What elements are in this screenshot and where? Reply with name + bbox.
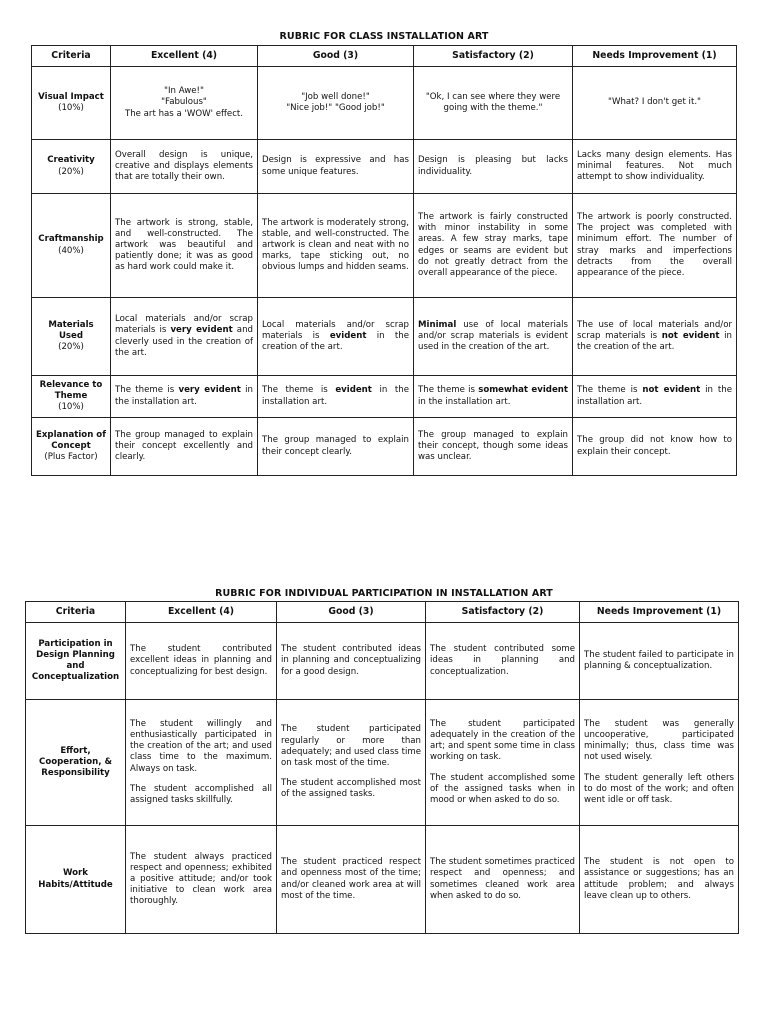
criteria-cell	[26, 623, 126, 700]
criteria-cell	[32, 140, 111, 194]
satisfactory-cell	[414, 376, 573, 418]
excellent-cell: The group managed to explain their concept excellently and clearly.	[111, 418, 258, 476]
needs-improvement-cell: Lacks many design elements. Has minimal features. Not much attempt to show individuality.	[573, 140, 737, 194]
descriptor-paragraph: The student participated regularly or more than adequately; and used class time on task most of the time.	[281, 724, 421, 768]
criteria-name: Work Habits/Attitude	[38, 868, 113, 890]
descriptor-paragraph: The student is not open to assistance or suggestions; has an attitude problem; and always leave clean up to others.	[584, 857, 734, 901]
individual-participation-rubric-table	[25, 601, 739, 934]
criteria-weight: (20%)	[58, 342, 84, 353]
criteria-name: Creativity	[47, 155, 95, 166]
good-cell: The group managed to explain their concept clearly.	[258, 418, 414, 476]
descriptor-line: "In Awe!"	[164, 86, 204, 97]
emphasis-text: very evident	[170, 325, 233, 336]
descriptor-text: in the installation art.	[262, 385, 409, 407]
descriptor-line: The art has a 'WOW' effect.	[124, 108, 244, 119]
descriptor-paragraph: The student accomplished all assigned tasks skillfully.	[130, 783, 272, 805]
descriptor-line: "Job well done!"	[301, 91, 370, 102]
header-good: Good (3)	[277, 602, 426, 623]
criteria-name: Effort, Cooperation, & Responsibility	[39, 745, 112, 779]
descriptor-paragraph: The student accomplished most of the assigned tasks.	[281, 778, 421, 800]
table-row	[32, 67, 737, 140]
criteria-cell	[32, 418, 111, 476]
descriptor-text: The theme is	[418, 385, 479, 396]
descriptor-line: "What? I don't get it."	[608, 97, 701, 108]
header-needs-improvement: Needs Improvement (1)	[580, 602, 739, 623]
criteria-cell	[32, 376, 111, 418]
excellent-cell	[111, 376, 258, 418]
satisfactory-cell: The artwork is fairly constructed with minor instability in some areas. A few stray marks, tape edges or seams are evident but do not greatly detract from the overall appearance of the piece.	[414, 194, 573, 298]
descriptor-text: The use of local materials and/or scrap materials is	[577, 319, 732, 341]
rubric-2-title: RUBRIC FOR INDIVIDUAL PARTICIPATION IN INSTALLATION ART	[215, 588, 553, 599]
criteria-name: Explanation of Concept	[36, 429, 106, 451]
needs-improvement-cell	[573, 376, 737, 418]
excellent-cell	[126, 623, 277, 700]
satisfactory-cell	[414, 67, 573, 140]
needs-improvement-cell: The artwork is poorly constructed. The project was completed with minimum effort. The number of stray marks and imperfections detracts from the overall appearance of the piece.	[573, 194, 737, 298]
header-satisfactory: Satisfactory (2)	[426, 602, 580, 623]
satisfactory-cell: The group managed to explain their concept, though some ideas was unclear.	[414, 418, 573, 476]
excellent-cell: The artwork is strong, stable, and well-constructed. The artwork was beautiful and patiently done; it was as good as hard work could make it.	[111, 194, 258, 298]
criteria-weight: (20%)	[58, 166, 84, 177]
descriptor-text: in the creation of the art.	[577, 330, 732, 353]
satisfactory-cell: Design is pleasing but lacks individuality.	[414, 140, 573, 194]
descriptor-text: Local materials and/or scrap materials is	[262, 319, 409, 341]
criteria-cell	[32, 298, 111, 376]
descriptor-text: in the installation art.	[577, 385, 732, 407]
excellent-cell: Overall design is unique, creative and displays elements that are totally their own.	[111, 140, 258, 194]
descriptor-text: The theme is	[115, 385, 179, 396]
criteria-name: Craftmanship	[38, 234, 104, 245]
descriptor-line: "Fabulous"	[161, 97, 207, 108]
criteria-cell	[26, 826, 126, 934]
emphasis-text: somewhat evident	[478, 385, 569, 396]
criteria-weight: (40%)	[58, 245, 84, 256]
needs-improvement-cell	[573, 298, 737, 376]
emphasis-text: very evident	[178, 385, 241, 396]
criteria-cell	[26, 700, 126, 826]
table-row	[32, 140, 737, 194]
good-cell	[277, 826, 426, 934]
good-cell: Design is expressive and has some unique features.	[258, 140, 414, 194]
descriptor-paragraph: The student was generally uncooperative, participated minimally; thus, class time was not used wisely.	[584, 718, 734, 763]
table-row	[32, 418, 737, 476]
criteria-weight: (10%)	[58, 103, 84, 113]
header-row	[32, 46, 737, 67]
descriptor-paragraph: The student failed to participate in planning & conceptualization.	[584, 649, 734, 671]
good-cell: The artwork is moderately strong, stable, and well-constructed. The artwork is clean and neat with no marks, tape sticking out, no obvious lumps and hidden seams.	[258, 194, 414, 298]
header-row	[26, 602, 739, 623]
emphasis-text: evident	[335, 385, 372, 396]
criteria-name: Relevance to Theme	[39, 379, 103, 401]
descriptor-paragraph: The student participated adequately in the creation of the art; and spent some time in class working on task.	[430, 718, 575, 763]
descriptor-paragraph: The student sometimes practiced respect and openness; and sometimes cleaned work area when asked to do so.	[430, 857, 575, 901]
needs-improvement-cell: The group did not know how to explain their concept.	[573, 418, 737, 476]
needs-improvement-cell	[573, 67, 737, 140]
emphasis-text: evident	[329, 330, 367, 341]
criteria-name: Materials Used	[48, 319, 94, 341]
descriptor-line: "Nice job!" "Good job!"	[286, 103, 385, 113]
header-excellent: Excellent (4)	[126, 602, 277, 623]
needs-improvement-cell	[580, 623, 739, 700]
class-installation-rubric-table	[31, 45, 737, 476]
table-row	[26, 623, 739, 700]
emphasis-text: not evident	[642, 385, 701, 396]
good-cell	[258, 298, 414, 376]
rubric-1-title: RUBRIC FOR CLASS INSTALLATION ART	[279, 31, 489, 42]
satisfactory-cell	[426, 826, 580, 934]
header-excellent: Excellent (4)	[111, 46, 258, 67]
table-row	[26, 700, 739, 826]
descriptor-paragraph: The student generally left others to do most of the work; and often went idle or off task.	[584, 772, 734, 805]
good-cell	[277, 623, 426, 700]
excellent-cell	[111, 298, 258, 376]
excellent-cell	[126, 700, 277, 826]
table-row	[32, 298, 737, 376]
descriptor-paragraph: The student contributed some ideas in planning and conceptualization.	[430, 644, 575, 677]
descriptor-text: The theme is	[262, 385, 336, 396]
satisfactory-cell	[414, 298, 573, 376]
descriptor-line: "Ok, I can see where they were going with the theme."	[425, 91, 561, 113]
header-satisfactory: Satisfactory (2)	[414, 46, 573, 67]
good-cell	[258, 67, 414, 140]
descriptor-text: in the creation of the art.	[262, 330, 409, 353]
criteria-name: Participation in Design Planning and Conceptualization	[31, 638, 120, 683]
excellent-cell	[111, 67, 258, 140]
descriptor-text: and cleverly used in the creation of the art.	[115, 325, 253, 358]
table-row	[32, 194, 737, 298]
satisfactory-cell	[426, 700, 580, 826]
descriptor-text: in the installation art.	[418, 396, 511, 407]
descriptor-text: in the installation art.	[115, 385, 253, 407]
descriptor-text: use of local materials and/or scrap materials is evident used in the creation of the art.	[418, 319, 568, 353]
needs-improvement-cell	[580, 700, 739, 826]
descriptor-paragraph: The student accomplished some of the assigned tasks when in mood or when asked to do so.	[430, 772, 575, 805]
criteria-name: Visual Impact	[38, 91, 104, 102]
good-cell	[277, 700, 426, 826]
descriptor-paragraph: The student practiced respect and openness most of the time; and/or cleaned work area at will most of the time.	[281, 857, 421, 901]
descriptor-paragraph: The student contributed ideas in planning and conceptualizing for a good design.	[281, 644, 421, 677]
criteria-cell	[32, 194, 111, 298]
header-needs-improvement: Needs Improvement (1)	[573, 46, 737, 67]
header-criteria: Criteria	[32, 46, 111, 67]
good-cell	[258, 376, 414, 418]
satisfactory-cell	[426, 623, 580, 700]
criteria-cell	[32, 67, 111, 140]
descriptor-paragraph: The student always practiced respect and openness; exhibited a positive attitude; and/or took initiative to clean work area thoroughly.	[130, 851, 272, 907]
emphasis-text: Minimal	[418, 319, 457, 330]
needs-improvement-cell	[580, 826, 739, 934]
table-row	[26, 826, 739, 934]
excellent-cell	[126, 826, 277, 934]
descriptor-text: The theme is	[577, 385, 643, 396]
criteria-weight: (10%)	[58, 402, 84, 413]
emphasis-text: not evident	[661, 330, 720, 341]
descriptor-text: Local materials and/or scrap materials is	[115, 314, 253, 336]
descriptor-paragraph: The student willingly and enthusiastically participated in the creation of the art; and used class time to the maximum. Always on task.	[130, 718, 272, 774]
header-good: Good (3)	[258, 46, 414, 67]
table-row	[32, 376, 737, 418]
header-criteria: Criteria	[26, 602, 126, 623]
descriptor-paragraph: The student contributed excellent ideas in planning and conceptualizing for best design.	[130, 644, 272, 677]
criteria-weight: (Plus Factor)	[44, 452, 98, 463]
